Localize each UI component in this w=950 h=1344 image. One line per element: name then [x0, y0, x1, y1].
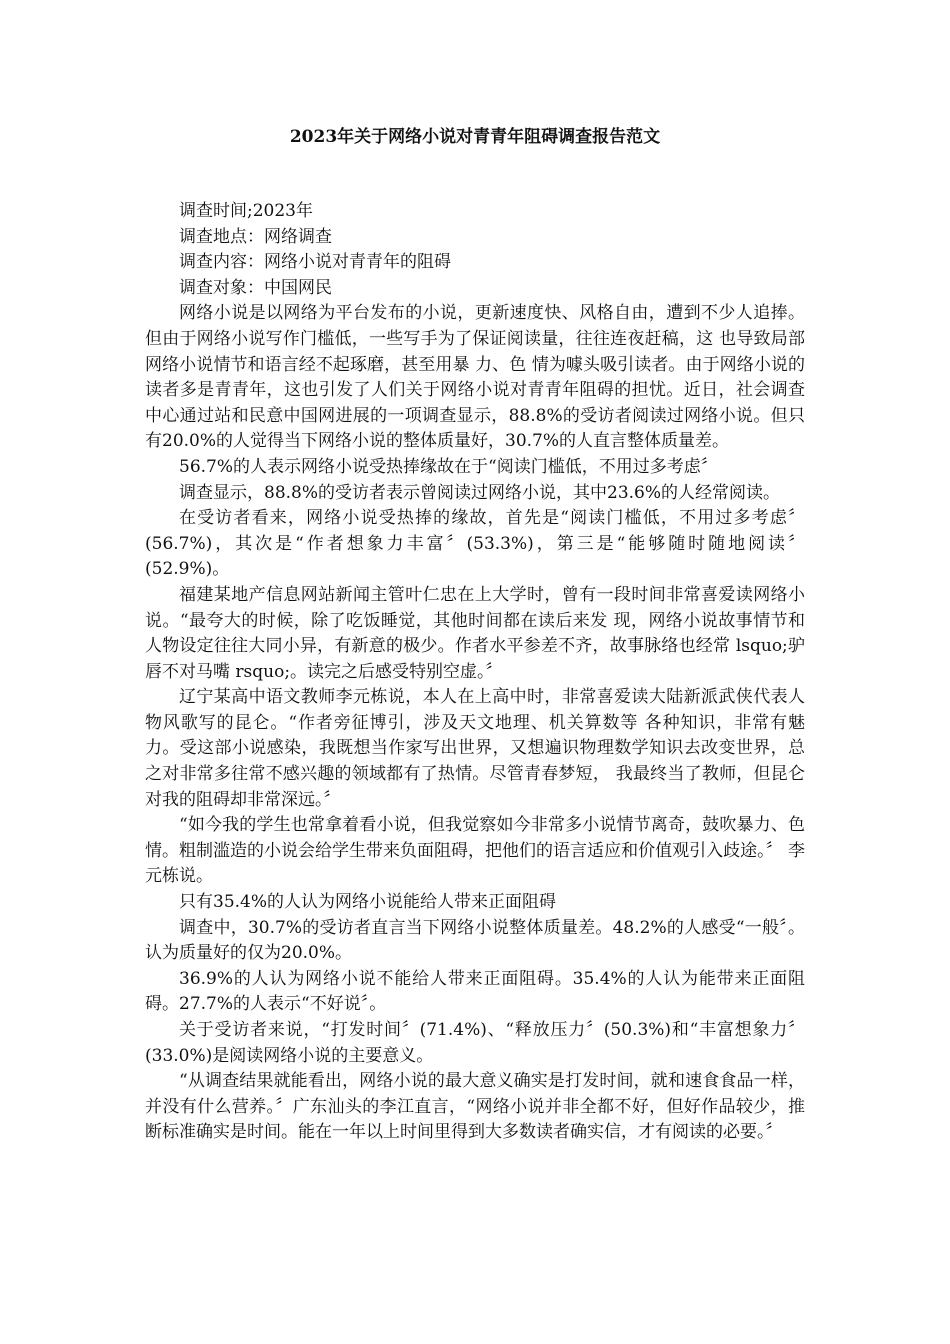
paragraph-survey-time: 调查时间;2023年 — [179, 201, 313, 221]
paragraph: 网络小说是以网络为平台发布的小说，更新速度快、风格自由，遭到不少人追捧。但由于网络小说写作门槛低，一些写手为了保证阅读量，往往连夜赶稿，这 也导致局部网络小说情节和语言经不起琢磨，甚至用暴 力、色 情为噱头吸引读者。由于网络小说的读者多是青青年，这也引发了人们关于网络小说对青青年阻碍的担忧。近日，社会调查中心通过站和民意中国网进展的一项调查显示，88.8%的受访者阅读过网络小说。但只有20.0%的人觉得当下网络小说的整体质量好，30.7%的人直言整体质量差。 — [145, 303, 805, 452]
document-title: 2023年关于网络小说对青青年阻碍调查报告范文 — [289, 127, 661, 147]
paragraph: 56.7%的人表示网络小说受热捧缘故在于“阅读门槛低，不用过多考虑〞 — [179, 456, 718, 477]
paragraph-survey-target: 调查对象：中国网民 — [179, 277, 332, 298]
paragraph: 福建某地产信息网站新闻主管叶仁忠在上大学时，曾有一段时间非常喜爱读网络小说。“最夸大的时候，除了吃饭睡觉，其他时间都在读后来发 现，网络小说故事情节和人物设定往往大同小异，有新意的极少。作者水平参差不齐，故事脉络也经常 lsquo;驴唇不对马嘴 rsquo;。读完之后感受特别空虚。〞 — [145, 584, 805, 682]
paragraph: 调查中，30.7%的受访者直言当下网络小说整体质量差。48.2%的人感受“一般〞。认为质量好的仅为20.0%。 — [145, 917, 805, 964]
paragraph: 在受访者看来，网络小说受热捧的缘故，首先是“阅读门槛低，不用过多考虑〞(56.7%)，其次是“作者想象力丰富〞(53.3%)，第三是“能够随时随地阅读〞(52.9%)。 — [145, 508, 805, 580]
paragraph: 关于受访者来说，“打发时间〞(71.4%)、“释放压力〞(50.3%)和“丰富想象力〞(33.0%)是阅读网络小说的主要意义。 — [145, 1020, 805, 1066]
paragraph-survey-content: 调查内容：网络小说对青青年的阻碍 — [179, 252, 451, 273]
document-body — [145, 199, 805, 1146]
paragraph: 36.9%的人认为网络小说不能给人带来正面阻碍。35.4%的人认为能带来正面阻碍。27.7%的人表示“不好说〞。 — [145, 968, 805, 1015]
paragraph: 调查显示，88.8%的受访者表示曾阅读过网络小说，其中23.6%的人经常阅读。 — [179, 482, 781, 503]
paragraph: 辽宁某高中语文教师李元栋说，本人在上高中时，非常喜爱读大陆新派武侠代表人物风歌写的昆仑。“作者旁征博引，涉及天文地理、机关算数等 各种知识，非常有魅力。受这部小说感染，我既想当作家写出世界，又想遍识物理数学知识去改变世界，总之对非常多往常不感兴趣的领域都有了热情。尽管青春梦短， 我最终当了教师，但昆仑对我的阻碍却非常深远。〞 — [145, 687, 805, 810]
paragraph: 只有35.4%的人认为网络小说能给人带来正面阻碍 — [179, 892, 557, 913]
paragraph-survey-location: 调查地点：网络调查 — [179, 226, 332, 247]
paragraph: “从调查结果就能看出，网络小说的最大意义确实是打发时间，就和速食食品一样，并没有什么营养。〞广东汕头的李江直言，“网络小说并非全都不好，但好作品较少，推断标准确实是时间。能在一年以上时间里得到大多数读者确实信，才有阅读的必要。〞 — [145, 1071, 805, 1143]
paragraph: “如今我的学生也常拿着看小说，但我觉察如今非常多小说情节离奇，鼓吹暴力、色情。粗制滥造的小说会给学生带来负面阻碍，把他们的语言适应和价值观引入歧途。〞 李元栋说。 — [145, 815, 805, 887]
